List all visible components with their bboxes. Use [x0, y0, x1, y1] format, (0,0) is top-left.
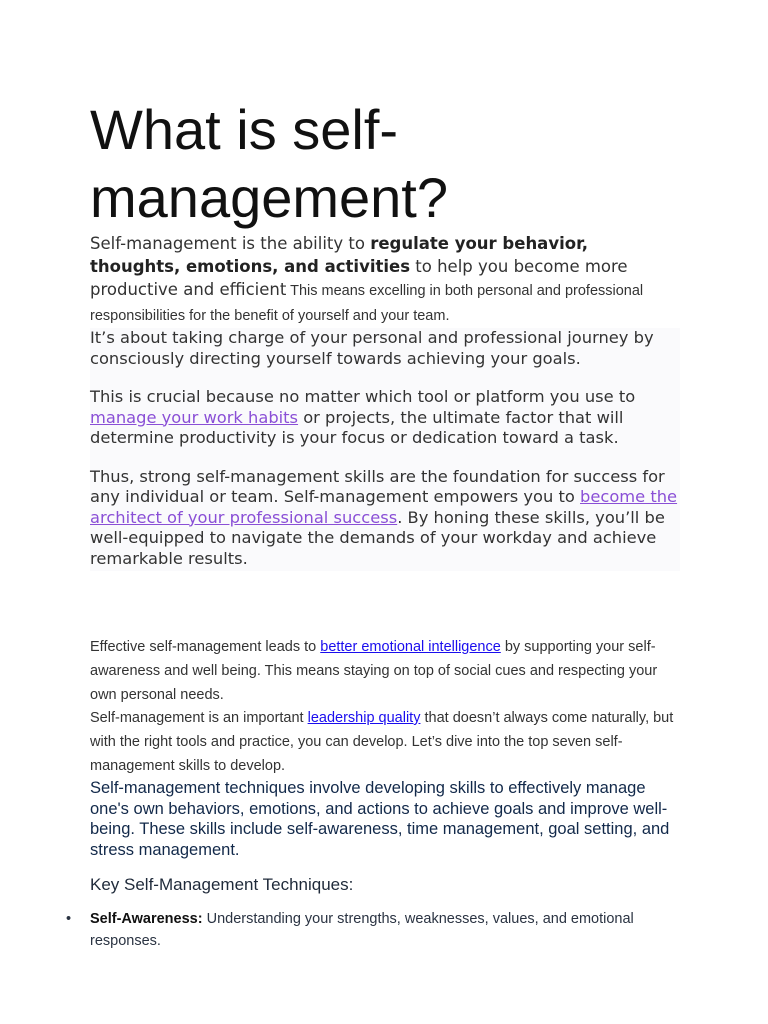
paragraph-foundation: [90, 467, 680, 570]
paragraph-leadership: [90, 706, 680, 778]
link-leadership-quality[interactable]: leadership quality: [307, 710, 421, 726]
paragraph-text: by supporting your self-awareness and well being. This means staying on top of social cues and respecting your own personal needs.: [90, 639, 658, 703]
link-manage-work-habits[interactable]: manage your work habits: [90, 407, 299, 427]
paragraph-text: This is crucial because no matter which tool or platform you use to: [90, 387, 636, 406]
link-emotional-intelligence[interactable]: better emotional intelligence: [320, 639, 501, 655]
intro-bold: regulate your behavior, thoughts, emotions, and activities: [90, 234, 589, 276]
paragraph-crucial: [90, 387, 680, 449]
list-item-term: Self-Awareness:: [90, 911, 203, 927]
paragraph-text: that doesn’t always come naturally, but with the right tools and practice, you can develop. Let’s dive into the top seven self-management skills to develop.: [90, 710, 674, 774]
paragraph-text: Effective self-management leads to: [90, 639, 321, 655]
intro-small-text: This means excelling in both personal and professional responsibilities for the benefit of yourself and your team.: [90, 283, 644, 324]
paragraph-text: Self-management is an important: [90, 710, 308, 726]
techniques-list: [66, 908, 680, 952]
article-body: [66, 96, 680, 952]
key-techniques-heading: Key Self-Management Techniques:: [90, 875, 354, 894]
paragraph-text: or projects, the ultimate factor that will determine productivity is your focus or dedication toward a task.: [90, 407, 624, 447]
paragraph-emotional: [90, 635, 680, 707]
page-title: What is self-management?: [90, 98, 449, 229]
link-architect-success[interactable]: become the architect of your professional success: [90, 487, 678, 527]
techniques-paragraph: Self-management techniques involve developing skills to effectively manage one's own behaviors, emotions, and actions to achieve goals and improve well-being. These skills include self-awareness, time management, goal setting, and stress management.: [90, 779, 670, 859]
bullet-icon: •: [66, 911, 72, 927]
intro-text-2: to help you become more productive and efficient: [90, 257, 628, 299]
intro-text: Self-management is the ability to: [90, 234, 371, 253]
paragraph-journey: It’s about taking charge of your personal and professional journey by consciously directing yourself towards achieving your goals.: [90, 328, 654, 368]
list-item-desc: Understanding your strengths, weaknesses, values, and emotional responses.: [90, 911, 634, 949]
section-emotional-intelligence: [90, 635, 680, 778]
paragraph-text: Thus, strong self-management skills are the foundation for success for any individual or team. Self-management empowers you to: [90, 466, 665, 506]
highlighted-block: [90, 328, 680, 571]
list-item: [66, 908, 680, 952]
paragraph-text: . By honing these skills, you’ll be well-equipped to navigate the demands of your workday and achieve remarkable results.: [90, 507, 665, 568]
intro-paragraph: [90, 232, 680, 328]
